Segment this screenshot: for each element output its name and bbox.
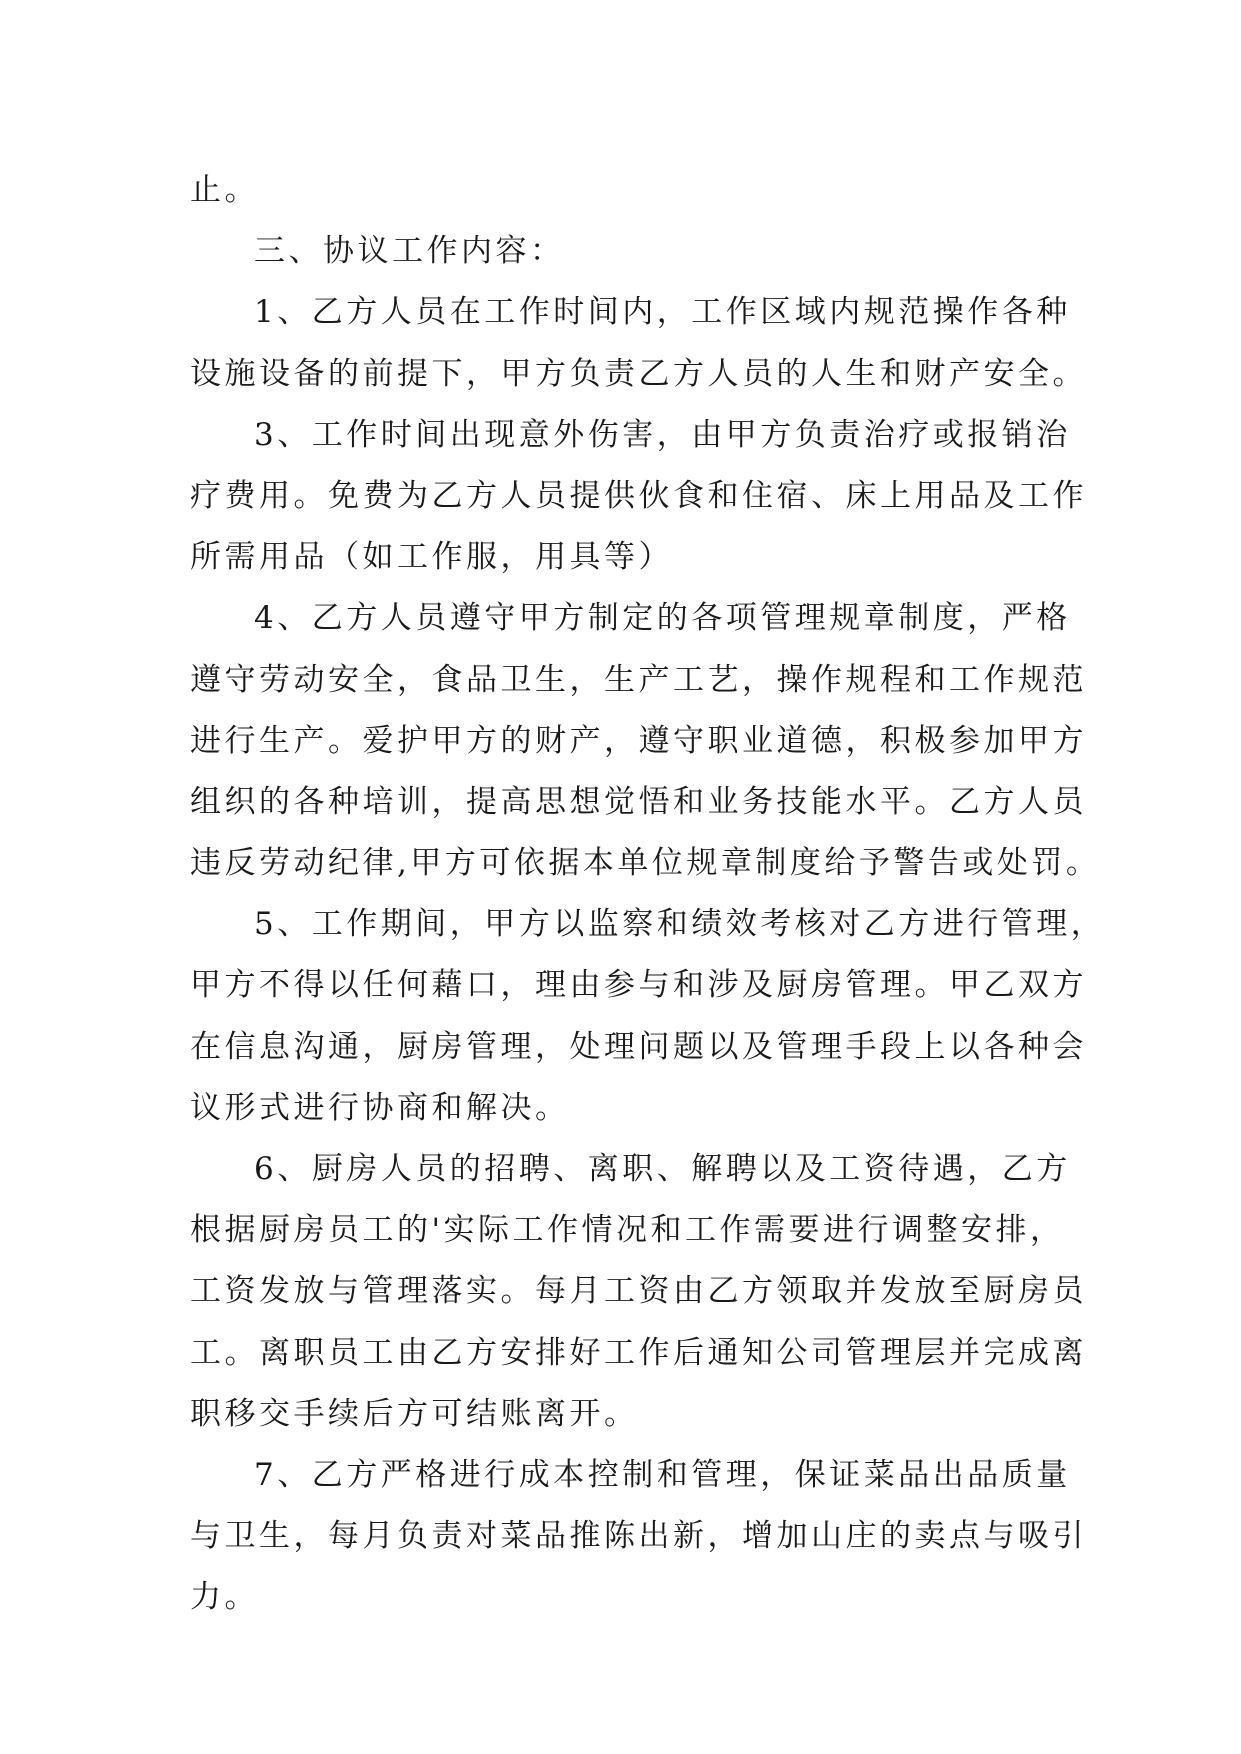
text-line: 疗费用。免费为乙方人员提供伙食和住宿、床上用品及工作 — [190, 477, 1087, 514]
text-line: 力。 — [190, 1579, 259, 1616]
text-line: 3、工作时间出现意外伤害，由甲方负责治疗或报销治 — [254, 416, 1071, 453]
text-line: 与卫生，每月负责对菜品推陈出新，增加山庄的卖点与吸引 — [190, 1518, 1087, 1555]
text-line: 在信息沟通，厨房管理，处理问题以及管理手段上以各种会 — [190, 1028, 1087, 1065]
text-line: 工资发放与管理落实。每月工资由乙方领取并发放至厨房员 — [190, 1273, 1087, 1310]
text-line: 遵守劳动安全，食品卫生，生产工艺，操作规程和工作规范 — [190, 661, 1087, 698]
text-line: 议形式进行协商和解决。 — [190, 1089, 570, 1126]
text-line: 所需用品（如工作服，用具等） — [190, 539, 673, 576]
text-line: 进行生产。爱护甲方的财产，遵守职业道德，积极参加甲方 — [190, 722, 1087, 759]
text-line: 违反劳动纪律,甲方可依据本单位规章制度给予警告或处罚。 — [190, 845, 1101, 882]
text-line: 组织的各种培训，提高思想觉悟和业务技能水平。乙方人员 — [190, 783, 1087, 820]
text-line: 根据厨房员工的'实际工作情况和工作需要进行调整安排， — [190, 1212, 1065, 1249]
text-line: 职移交手续后方可结账离开。 — [190, 1395, 639, 1432]
text-line: 6、厨房人员的招聘、离职、解聘以及工资待遇，乙方 — [254, 1151, 1071, 1187]
text-line: 5、工作期间，甲方以监察和绩效考核对乙方进行管理， — [254, 906, 1106, 943]
text-line: 设施设备的前提下，甲方负责乙方人员的人生和财产安全。 — [190, 355, 1087, 392]
text-line: 4、乙方人员遵守甲方制定的各项管理规章制度，严格 — [254, 600, 1071, 637]
text-line: 1、乙方人员在工作时间内，工作区域内规范操作各种 — [254, 294, 1071, 331]
text-line: 甲方不得以任何藉口，理由参与和涉及厨房管理。甲乙双方 — [190, 967, 1087, 1004]
section-heading: 三、协议工作内容： — [254, 233, 565, 270]
text-line: 工。离职员工由乙方安排好工作后通知公司管理层并完成离 — [190, 1334, 1087, 1371]
text-line: 7、乙方严格进行成本控制和管理，保证菜品出品质量 — [254, 1456, 1071, 1493]
document-body — [190, 160, 1106, 1629]
text-line: 止。 — [190, 172, 259, 208]
